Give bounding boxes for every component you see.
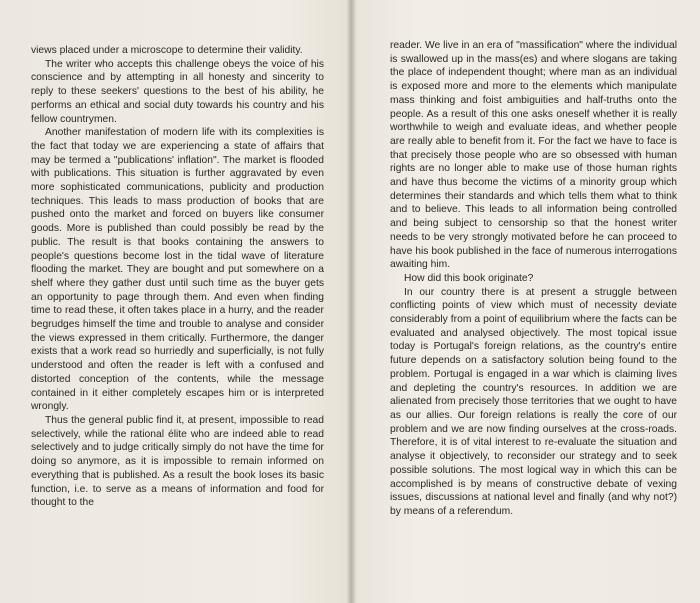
section-question: How did this book originate? xyxy=(404,272,534,284)
left-page xyxy=(0,0,348,603)
right-page xyxy=(354,0,700,603)
paragraph: The writer who accepts this challenge obeys the voice of his conscience and by attempting in all honesty and sincerity to reply to these seekers' questions to the best of his ability, he performs an ethical and social duty towards his country and his fellow countrymen. xyxy=(31,58,324,125)
paragraph: reader. We live in an era of "massification" where the individual is swallowed up in the mass(es) and where slogans are taking the place of independent thought; where man as an individual is exposed more and more to the elements which manipulate mass thinking and foist ambiguities and half-truths onto the people. As a result of this one asks oneself whether it is really worthwhile to weigh and evaluate ideas, and whether people are really able to benefit from it. For the fact we have to face is that precisely those people who are so obsessed with human rights are no longer able to make use of those human rights and have thus become the victims of a minority group which determines their standards and which tells them what to think and to believe. This leads to all information being controlled and being subject to censorship so that the honest writer needs to be very strongly motivated before he can proceed to have his book published in the face of numerous interrogations awaiting him. xyxy=(390,40,677,271)
paragraph: In our country there is at present a struggle between conflicting points of view which must of necessity deviate considerably from a point of equilibrium where the facts can be evaluated and analysed objectively. The most topical issue today is Portugal's foreign relations, as the country's entire future depends on a satisfactory solution being found to the problem. Portugal is engaged in a war which is claiming lives and depleting the country's resources. In addition we are alienated from precisely those territories that we ought to have as our allies. Our foreign relations is really the core of our problem and we are now finding ourselves at the cross-roads. Therefore, it is of vital interest to re-evaluate the situation and analyse it objectively, to reconsider our strategy and to seek possible solutions. The most logical way in which this can be accomplished is by means of constructive debate of vexing issues, discussions at national level and finally (and why not?) by means of a referendum. xyxy=(390,286,677,517)
paragraph: Thus the general public find it, at present, impossible to read selectively, while the rational élite who are indeed able to read selectively and to judge critically simply do not have the time for doing so anymore, as it is impossible to remain informed on everything that is published. As a result the book loses its basic function, i.e. to serve as a means of information and food for thought to the xyxy=(31,414,324,509)
paragraph: views placed under a microscope to determine their validity. xyxy=(31,45,303,56)
paragraph: Another manifestation of modern life with its complexities is the fact that today we are experiencing a state of affairs that may be termed a "publications' inflation". The market is flooded with publications. This situation is further aggravated by even more sophisticated communications, publicity and production techniques. This leads to mass production of books that are pushed onto the market and forced on buyers like consumer goods. More is published than could possibly be read by the public. The result is that books containing the answers to people's questions become lost in the tidal wave of literature flooding the market. They are bought and put somewhere on a shelf where they gather dust until such time as the buyer gets an opportunity to page through them. And even when finding time to read these, it often takes place in a hurry, and the reader begrudges himself the time and trouble to analyse and consider the views expressed in them critically. Furthermore, the danger exists that a work read so hurriedly and superficially, is not fully understood and often the reader is left with a confused and distorted conception of the contents, while the message contained in it either completely escapes him or is interpreted wrongly. xyxy=(31,127,324,413)
